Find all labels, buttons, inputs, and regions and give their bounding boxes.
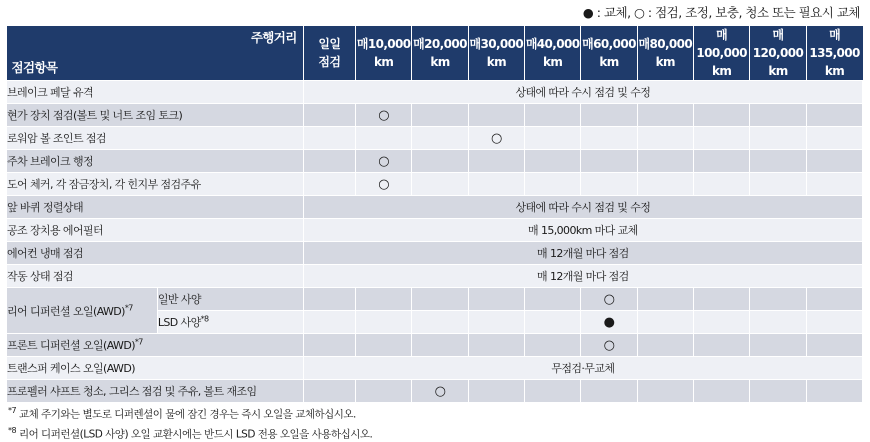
schedule-cell (412, 150, 468, 173)
schedule-cell (806, 127, 862, 150)
schedule-cell (412, 104, 468, 127)
schedule-cell: ○ (581, 288, 637, 311)
header-col-135000: 매135,000 km (806, 26, 862, 81)
footnotes (8, 403, 372, 442)
schedule-cell (468, 288, 524, 311)
schedule-cell (750, 380, 806, 403)
schedule-cell (303, 334, 355, 357)
header-col-120000: 매120,000 km (750, 26, 806, 81)
schedule-cell: ○ (468, 127, 524, 150)
row-label: 현가 장치 점검(볼트 및 너트 조임 토크) (7, 104, 304, 127)
schedule-cell (806, 288, 862, 311)
schedule-cell (581, 380, 637, 403)
schedule-cell (303, 311, 355, 334)
schedule-cell (693, 173, 749, 196)
schedule-cell (637, 380, 693, 403)
row-label: 프로펠러 샤프트 청소, 그리스 점검 및 주유, 볼트 재조임 (7, 380, 304, 403)
row-span-note: 무점검·무교체 (303, 357, 862, 380)
schedule-cell (806, 311, 862, 334)
table-row (7, 242, 863, 265)
header-item-label: 점검항목 (12, 59, 58, 77)
row-span-note: 매 12개월 마다 점검 (303, 265, 862, 288)
schedule-cell (750, 311, 806, 334)
schedule-cell (303, 380, 355, 403)
schedule-cell (693, 288, 749, 311)
schedule-cell (750, 288, 806, 311)
schedule-cell (356, 334, 412, 357)
schedule-cell (412, 288, 468, 311)
schedule-cell (693, 150, 749, 173)
schedule-cell (750, 334, 806, 357)
subrow-label: LSD 사양$^{*8}$ (157, 311, 303, 334)
schedule-cell (637, 127, 693, 150)
header-col-40000: 매40,000 km (525, 26, 581, 81)
schedule-cell (525, 334, 581, 357)
schedule-cell (356, 288, 412, 311)
schedule-cell (750, 173, 806, 196)
schedule-cell: ○ (356, 104, 412, 127)
schedule-cell (412, 334, 468, 357)
row-label: 에어컨 냉매 점검 (7, 242, 304, 265)
schedule-cell: ○ (412, 380, 468, 403)
schedule-cell (468, 104, 524, 127)
table-row (7, 380, 863, 403)
footnote: $^{*7}$ 교체 주기와는 별도로 디퍼렌셜이 물에 잠긴 경우는 즉시 오일을 교체하십시오. (8, 403, 372, 423)
schedule-cell (750, 150, 806, 173)
schedule-cell (806, 334, 862, 357)
footnote: $^{*8}$ 리어 디퍼런셜(LSD 사양) 오일 교환시에는 반드시 LSD 전용 오일을 사용하십시오. (8, 423, 372, 442)
schedule-cell (468, 311, 524, 334)
row-label: 브레이크 페달 유격 (7, 81, 304, 104)
table-row (7, 357, 863, 380)
header-col-80000: 매80,000 km (637, 26, 693, 81)
schedule-cell (693, 104, 749, 127)
schedule-cell (303, 127, 355, 150)
schedule-cell (525, 311, 581, 334)
schedule-cell (525, 127, 581, 150)
table-row (7, 150, 863, 173)
row-label: 리어 디퍼런셜 오일(AWD)$^{*7}$ (7, 288, 158, 334)
header-row (7, 26, 863, 81)
schedule-cell: ○ (356, 150, 412, 173)
schedule-cell (412, 127, 468, 150)
header-distance-label: 주행거리 (251, 29, 297, 47)
schedule-cell (581, 173, 637, 196)
schedule-cell (750, 104, 806, 127)
schedule-cell (525, 380, 581, 403)
header-col-20000: 매20,000 km (412, 26, 468, 81)
row-label: 트랜스퍼 케이스 오일(AWD) (7, 357, 304, 380)
row-span-note: 매 12개월 마다 점검 (303, 242, 862, 265)
schedule-cell (468, 150, 524, 173)
row-span-note: 상태에 따라 수시 점검 및 수정 (303, 196, 862, 219)
schedule-cell (468, 380, 524, 403)
schedule-cell (525, 288, 581, 311)
table-row (7, 127, 863, 150)
row-label: 작동 상태 점검 (7, 265, 304, 288)
schedule-cell (356, 380, 412, 403)
schedule-cell (637, 311, 693, 334)
subrow-label: 일반 사양 (157, 288, 303, 311)
row-label: 앞 바퀴 정렬상태 (7, 196, 304, 219)
schedule-cell (303, 288, 355, 311)
schedule-cell (303, 173, 355, 196)
schedule-cell (806, 150, 862, 173)
schedule-cell: ○ (356, 173, 412, 196)
header-col-30000: 매30,000 km (468, 26, 524, 81)
header-col-daily: 일일 점검 (303, 26, 355, 81)
schedule-cell (412, 311, 468, 334)
schedule-cell (806, 380, 862, 403)
row-label: 주차 브레이크 행정 (7, 150, 304, 173)
table-row (7, 288, 863, 311)
table-row (7, 334, 863, 357)
header-col-60000: 매60,000 km (581, 26, 637, 81)
schedule-cell (525, 150, 581, 173)
schedule-cell (581, 127, 637, 150)
schedule-cell (581, 104, 637, 127)
schedule-cell (693, 380, 749, 403)
schedule-cell (525, 104, 581, 127)
schedule-cell (356, 311, 412, 334)
table-row (7, 265, 863, 288)
header-corner (7, 26, 304, 81)
schedule-cell (581, 150, 637, 173)
schedule-cell (750, 127, 806, 150)
row-label: 로워암 볼 조인트 점검 (7, 127, 304, 150)
schedule-cell (693, 334, 749, 357)
schedule-cell (303, 150, 355, 173)
schedule-cell (637, 288, 693, 311)
schedule-cell (637, 150, 693, 173)
schedule-cell (637, 173, 693, 196)
schedule-cell: ○ (581, 334, 637, 357)
table-row (7, 196, 863, 219)
schedule-cell (693, 311, 749, 334)
schedule-cell (468, 334, 524, 357)
table-row (7, 104, 863, 127)
header-col-10000: 매10,000 km (356, 26, 412, 81)
row-span-note: 매 15,000km 마다 교체 (303, 219, 862, 242)
schedule-cell (806, 173, 862, 196)
maintenance-schedule-table (6, 26, 863, 403)
row-label: 프론트 디퍼런셜 오일(AWD)$^{*7}$ (7, 334, 304, 357)
schedule-cell (525, 173, 581, 196)
row-span-note: 상태에 따라 수시 점검 및 수정 (303, 81, 862, 104)
table-row (7, 81, 863, 104)
schedule-cell: ● (581, 311, 637, 334)
schedule-cell (303, 104, 355, 127)
schedule-cell (412, 173, 468, 196)
table-row (7, 173, 863, 196)
schedule-cell (468, 173, 524, 196)
schedule-cell (806, 104, 862, 127)
row-label: 공조 장치용 에어필터 (7, 219, 304, 242)
header-col-100000: 매100,000 km (693, 26, 749, 81)
row-label: 도어 체커, 각 잠금장치, 각 힌지부 점검주유 (7, 173, 304, 196)
schedule-cell (356, 127, 412, 150)
symbol-legend: ● : 교체, ○ : 점검, 조정, 보충, 청소 또는 필요시 교체 (583, 3, 860, 21)
schedule-cell (637, 334, 693, 357)
schedule-cell (637, 104, 693, 127)
schedule-cell (693, 127, 749, 150)
table-row (7, 219, 863, 242)
